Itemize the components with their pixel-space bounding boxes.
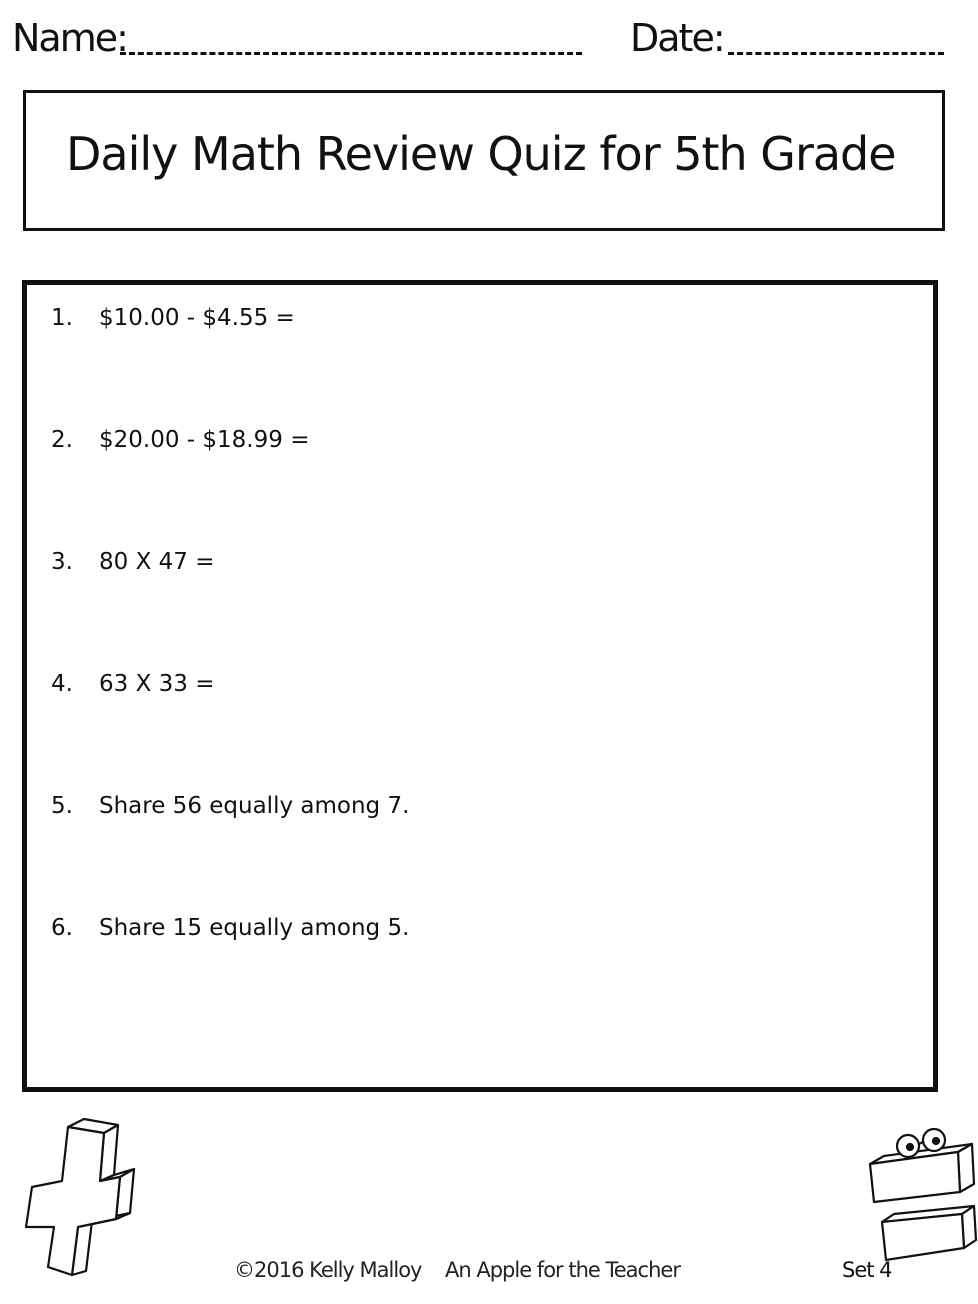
question-text: Share 15 equally among 5. [99, 915, 410, 941]
page-title: Daily Math Review Quiz for 5th Grade [66, 127, 896, 181]
footer-set-label: Set 4 [842, 1258, 892, 1282]
question-number: 3. [51, 549, 73, 575]
question-number: 1. [51, 305, 73, 331]
quiz-box [22, 280, 938, 1092]
header-row [12, 12, 952, 68]
question-4 [51, 669, 215, 699]
question-text: 80 X 47 = [99, 549, 215, 575]
footer-brand: An Apple for the Teacher [445, 1258, 680, 1282]
question-5 [51, 791, 409, 821]
question-6 [51, 913, 409, 943]
date-blank-line[interactable] [728, 52, 944, 55]
question-text: $20.00 - $18.99 = [99, 427, 310, 453]
footer-copyright: ©2016 Kelly Malloy [234, 1258, 422, 1282]
question-text: 63 X 33 = [99, 671, 215, 697]
question-1 [51, 303, 295, 333]
question-text: $10.00 - $4.55 = [99, 305, 295, 331]
question-text: Share 56 equally among 7. [99, 793, 410, 819]
equals-sign-with-glasses-icon [860, 1122, 978, 1262]
plus-sign-icon [18, 1115, 143, 1280]
question-number: 4. [51, 671, 73, 697]
name-blank-line[interactable] [120, 52, 582, 55]
question-number: 6. [51, 915, 73, 941]
name-label: Name: [12, 16, 127, 60]
title-box [23, 90, 945, 231]
question-3 [51, 547, 215, 577]
question-number: 2. [51, 427, 73, 453]
question-2 [51, 425, 309, 455]
question-number: 5. [51, 793, 73, 819]
date-label: Date: [630, 16, 724, 60]
